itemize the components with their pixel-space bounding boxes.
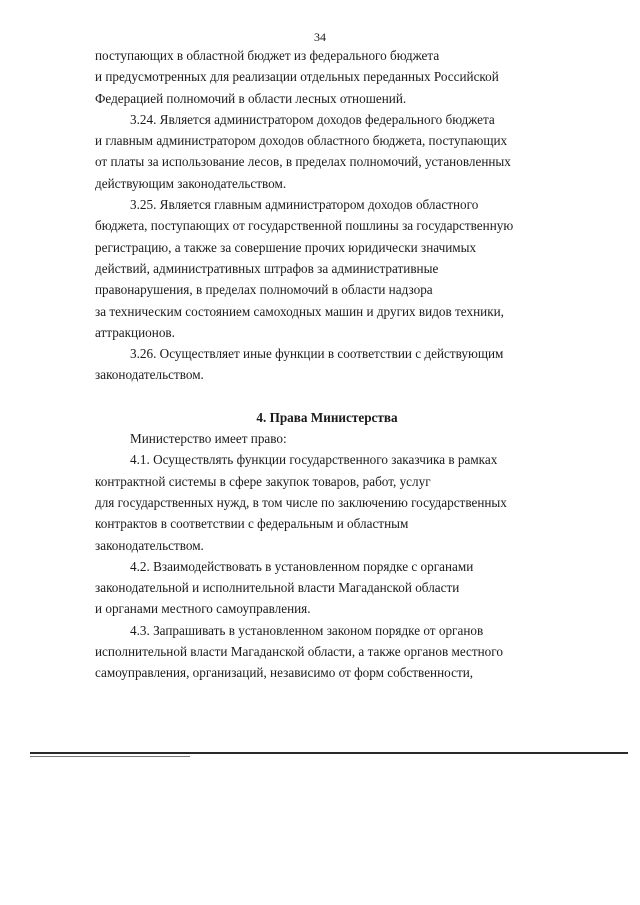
- text-line: правонарушения, в пределах полномочий в области надзора: [95, 282, 433, 298]
- clause-3-24: 3.24. Является администратором доходов федерального бюджета: [130, 111, 495, 127]
- text-line: и органами местного самоуправления.: [95, 601, 311, 617]
- text-line: законодательной и исполнительной власти Магаданской области: [95, 580, 460, 596]
- text-line: поступающих в областной бюджет из федерального бюджета: [95, 48, 440, 63]
- section-heading: 4. Права Министерства: [256, 409, 398, 425]
- document-body: [95, 45, 559, 684]
- text-line: законодательством.: [95, 367, 204, 383]
- page-edge-line-thin: [30, 756, 190, 757]
- text-line: и предусмотренных для реализации отдельных переданных Российской: [95, 69, 499, 85]
- text-line: Министерство имеет право:: [130, 431, 287, 447]
- text-line: законодательством.: [95, 537, 204, 553]
- text-line: за техническим состоянием самоходных машин и других видов техники,: [95, 303, 504, 319]
- page-number: 34: [314, 30, 326, 44]
- text-line: и главным администратором доходов областного бюджета, поступающих: [95, 133, 508, 149]
- clause-4-3: 4.3. Запрашивать в установленном законом порядке от органов: [130, 622, 484, 638]
- page-edge-line: [30, 752, 628, 754]
- text-line: Федерацией полномочий в области лесных отношений.: [95, 90, 407, 106]
- text-line: действий, административных штрафов за административные: [95, 260, 439, 276]
- clause-4-2: 4.2. Взаимодействовать в установленном порядке с органами: [130, 558, 474, 574]
- clause-3-25: 3.25. Является главным администратором доходов областного: [130, 197, 479, 213]
- text-line: исполнительной власти Магаданской области, а также органов местного: [95, 644, 503, 660]
- clause-3-26: 3.26. Осуществляет иные функции в соответствии с действующим: [130, 346, 504, 362]
- text-line: аттракционов.: [95, 324, 175, 340]
- text-line: для государственных нужд, в том числе по заключению государственных: [95, 494, 507, 510]
- clause-4-1: 4.1. Осуществлять функции государственного заказчика в рамках: [130, 452, 498, 468]
- text-line: самоуправления, организаций, независимо от форм собственности,: [95, 665, 474, 681]
- text-line: контрактов в соответствии с федеральным и областным: [95, 516, 409, 532]
- text-line: бюджета, поступающих от государственной пошлины за государственную: [95, 218, 514, 234]
- text-line: контрактной системы в сфере закупок товаров, работ, услуг: [95, 473, 431, 489]
- text-line: от платы за использование лесов, в пределах полномочий, установленных: [95, 154, 511, 170]
- text-line: действующим законодательством.: [95, 175, 287, 191]
- text-line: регистрацию, а также за совершение прочих юридически значимых: [95, 239, 477, 255]
